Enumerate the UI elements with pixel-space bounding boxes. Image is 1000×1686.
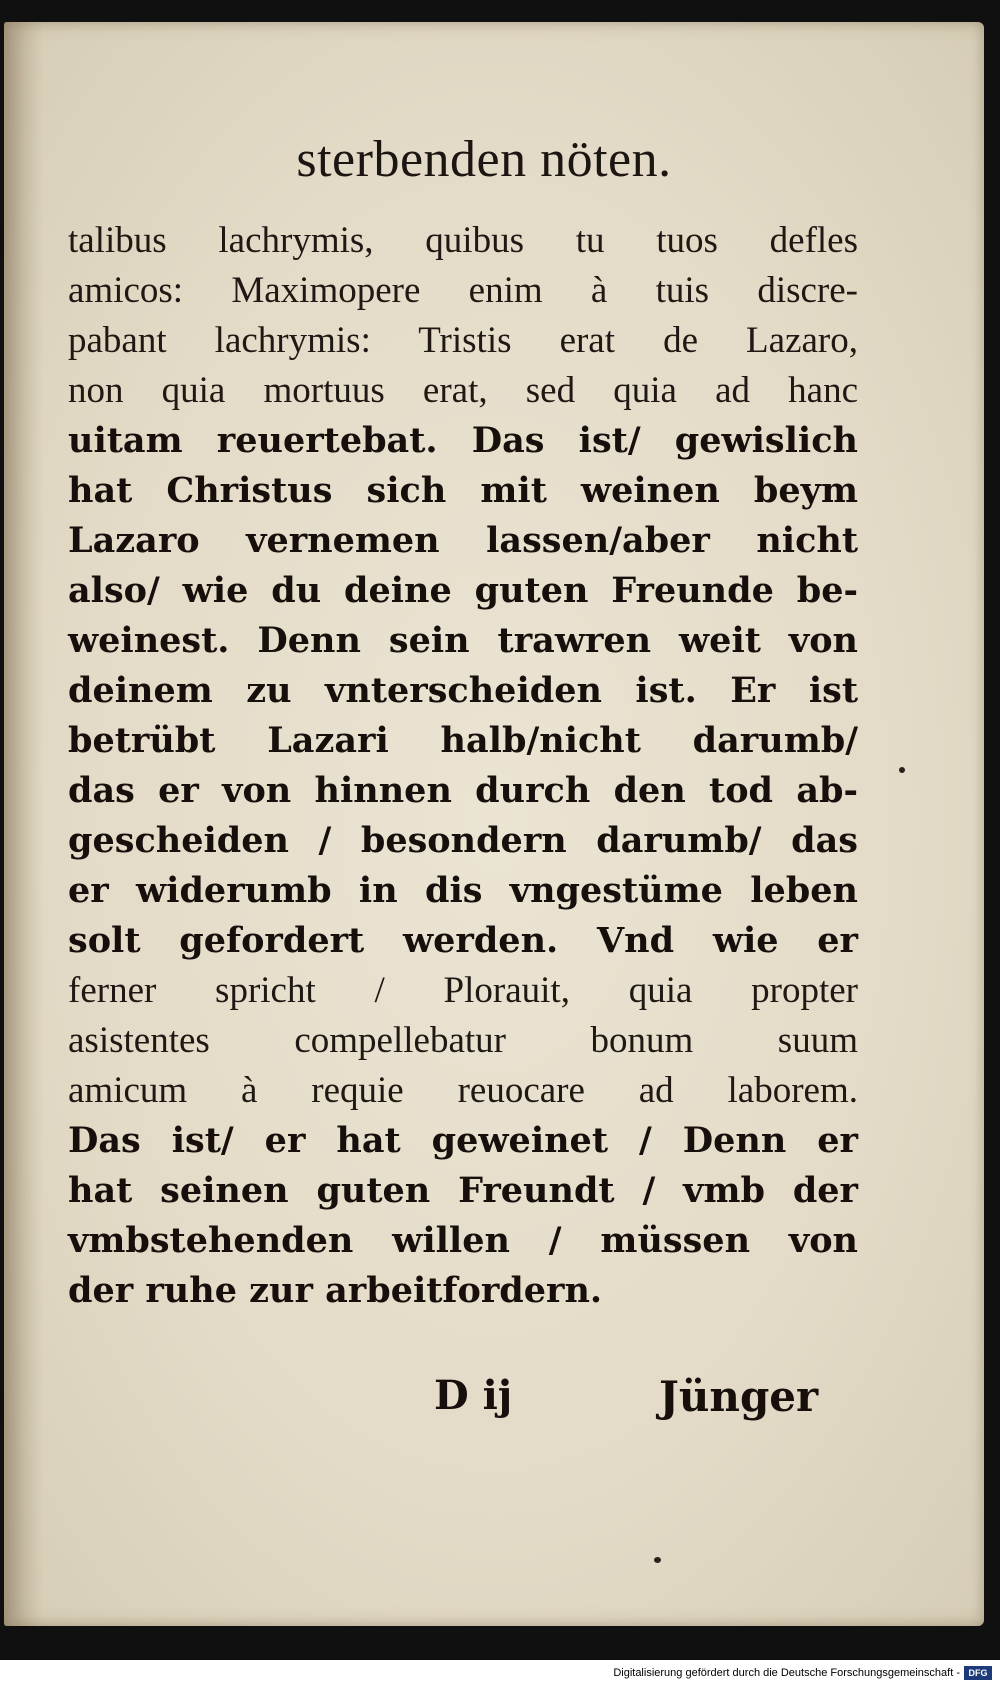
text-line: vmbstehenden willen / müssen von (68, 1220, 858, 1261)
text-line: amicos: Maximopere enim à tuis discre- (68, 270, 858, 311)
text-line: hat seinen guten Freundt / vmb der (68, 1170, 858, 1211)
ink-speck (899, 767, 905, 773)
text-line: Lazaro vernemen lassen/aber nicht (68, 520, 858, 561)
text-line: pabant lachrymis: Tristis erat de Lazaro, (68, 320, 858, 361)
body-text (68, 216, 858, 1316)
signature-mark: D ij (434, 1372, 513, 1419)
text-line: weinest. Denn sein trawren weit von (68, 620, 858, 661)
digitization-credit: Digitalisierung gefördert durch die Deutsche Forschungsgemeinschaft - (613, 1667, 960, 1679)
text-line: gescheiden / besondern darumb/ das (68, 820, 858, 861)
text-line: betrübt Lazari halb/nicht darumb/ (68, 720, 858, 761)
text-line: das er von hinnen durch den tod ab- (68, 770, 858, 811)
ink-speck (654, 1557, 661, 1563)
text-line: ferner spricht / Plorauit, quia propter (68, 970, 858, 1011)
text-line: also/ wie du deine guten Freunde be- (68, 570, 858, 611)
text-line: solt gefordert werden. Vnd wie er (68, 920, 858, 961)
catchword: Jünger (659, 1372, 819, 1421)
running-head: sterbenden nöten. (296, 131, 672, 188)
text-line: deinem zu vnterscheiden ist. Er ist (68, 670, 858, 711)
text-line: hat Christus sich mit weinen beym (68, 470, 858, 511)
dfg-logo: DFG (964, 1666, 992, 1680)
text-line: er widerumb in dis vngestüme leben (68, 870, 858, 911)
text-line: talibus lachrymis, quibus tu tuos defles (68, 220, 858, 261)
text-line: der ruhe zur arbeitfordern. (68, 1270, 603, 1311)
text-line: amicum à requie reuocare ad laborem. (68, 1070, 858, 1111)
text-line: uitam reuertebat. Das ist/ gewislich (68, 420, 858, 461)
text-line: non quia mortuus erat, sed quia ad hanc (68, 370, 858, 411)
text-line: asistentes compellebatur bonum suum (68, 1020, 858, 1061)
page-spine-shadow (4, 22, 44, 1626)
text-line: Das ist/ er hat geweinet / Denn er (68, 1120, 858, 1161)
book-page (4, 22, 984, 1626)
